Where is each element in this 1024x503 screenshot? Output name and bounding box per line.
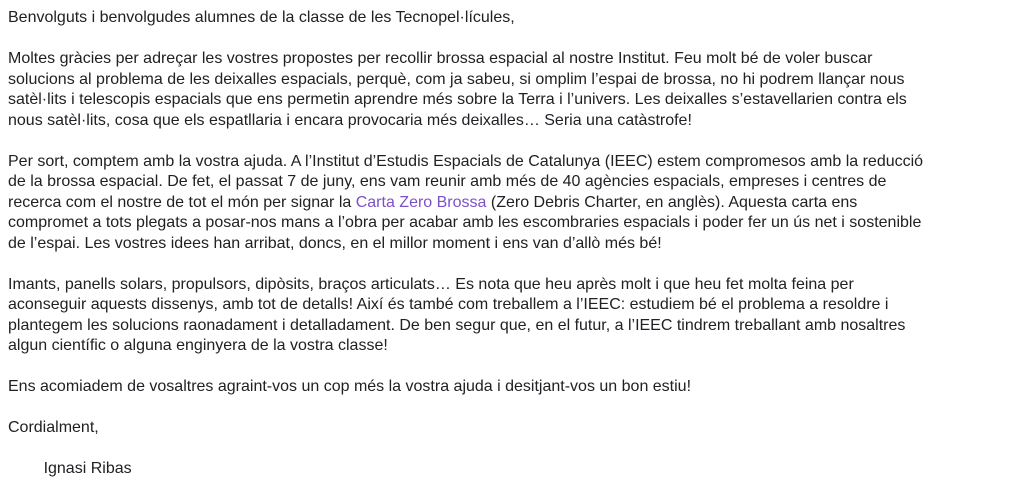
carta-zero-brossa-link[interactable]: Carta Zero Brossa bbox=[355, 193, 487, 211]
closing-paragraph bbox=[8, 418, 1016, 439]
text-segment: solucions al problema de les deixalles espacials, perquè, com ja sabeu, si omplim l’espai de brossa, no hi podrem llançar nous bbox=[8, 70, 905, 88]
farewell-paragraph bbox=[8, 377, 1016, 398]
text-line bbox=[8, 213, 1016, 234]
thanks-paragraph bbox=[8, 49, 1016, 131]
text-segment: Moltes gràcies per adreçar les vostres propostes per recollir brossa espacial al nostre Institut. Feu molt bé de voler buscar bbox=[8, 50, 873, 67]
designs-praise-paragraph bbox=[8, 275, 1016, 357]
text-segment: aconseguir aquests dissenys, amb tot de detalls! Així és també com treballem a l’IEEC: estudiem bé el problema a resoldre i bbox=[8, 296, 889, 313]
text-line bbox=[8, 336, 1016, 357]
text-segment: satèl·lits i telescopis espacials que ens permetin aprendre més sobre la Terra i l’univers. Les deixalles s’estavellarien contra els bbox=[8, 91, 907, 108]
text-line bbox=[8, 234, 1016, 255]
text-line bbox=[8, 8, 1016, 29]
salutation-paragraph bbox=[8, 8, 1016, 29]
text-line bbox=[8, 295, 1016, 316]
text-segment: (Zero Debris Charter, en anglès). Aquesta carta ens bbox=[486, 193, 858, 211]
text-segment: nous satèl·lits, cosa que els espatllaria i encara provocaria més deixalles… Seria una catàstrofe! bbox=[8, 111, 692, 129]
text-line bbox=[8, 316, 1016, 337]
text-line bbox=[8, 459, 1016, 480]
text-segment: algun científic o alguna enginyera de la vostra classe! bbox=[8, 337, 388, 354]
text-segment: Per sort, comptem amb la vostra ajuda. A l’Institut d’Estudis Espacials de Catalunya (IEEC) estem compromesos amb la reducció bbox=[8, 152, 924, 170]
text-segment: Imants, panells solars, propulsors, dipòsits, braços articulats… Es nota que heu après molt i que heu fet molta feina per bbox=[8, 275, 854, 293]
text-segment: de la brossa espacial. De fet, el passat 7 de juny, ens vam reunir amb més de 40 agències espacials, empreses i centres de bbox=[8, 173, 887, 190]
text-segment: Ens acomiadem de vosaltres agraint-vos un cop més la vostra ajuda i desitjant-vos un bon estiu! bbox=[8, 378, 692, 395]
signature-name: Ignasi Ribas bbox=[8, 460, 132, 477]
ieec-charter-paragraph bbox=[8, 152, 1016, 255]
text-segment: de l’espai. Les vostres idees han arribat, doncs, en el millor moment i ens van d’allò més bé! bbox=[8, 234, 662, 252]
text-segment: Benvolguts i benvolgudes alumnes de la classe de les Tecnopel·lícules, bbox=[8, 9, 515, 26]
text-segment: Cordialment, bbox=[8, 419, 99, 436]
signature-paragraph bbox=[8, 459, 1016, 480]
text-line bbox=[8, 193, 1016, 214]
text-line bbox=[8, 49, 1016, 70]
text-segment: plantegem les solucions raonadament i detalladament. De ben segur que, en el futur, a l’IEEC tindrem treballant amb nosaltres bbox=[8, 316, 906, 334]
text-line bbox=[8, 90, 1016, 111]
text-line bbox=[8, 70, 1016, 91]
text-line bbox=[8, 172, 1016, 193]
text-line bbox=[8, 418, 1016, 439]
text-line bbox=[8, 377, 1016, 398]
text-line bbox=[8, 111, 1016, 132]
text-segment: recerca com el nostre de tot el món per signar la bbox=[8, 193, 356, 211]
text-segment: compromet a tots plegats a posar-nos mans a l’obra per acabar amb les escombraries espacials i poder fer un ús net i sostenible bbox=[8, 214, 922, 231]
text-line bbox=[8, 152, 1016, 173]
text-line bbox=[8, 275, 1016, 296]
